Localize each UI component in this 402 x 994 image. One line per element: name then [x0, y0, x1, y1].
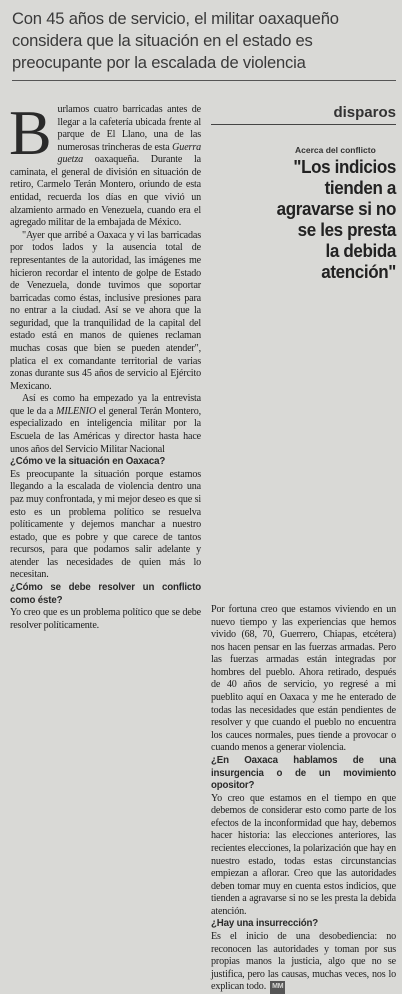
- pull-quote-kicker: Acerca del conflicto: [295, 145, 376, 155]
- interview-answer: Yo creo que es un problema político que se debe resolver políticamente.: [10, 607, 201, 631]
- article-column-left: [9, 97, 201, 632]
- deck-divider: [12, 80, 396, 81]
- interview-question: ¿Cómo ve la situación en Oaxaca?: [10, 456, 166, 468]
- paragraph: "Ayer que arribé a Oaxaca y vi las barricadas por todos lados y la ausencia total de representantes de la autoridad, las imágenes me hicieron recordar el intento de golpe de Estado de Venezuela, donde tuvimos que soportar barricadas como éstas, inclusive presiones para no entrar a la ciudad. Así se ve ahora que la seguridad, que la tranquilidad de la capital del estado está en manos de quienes reclaman muchas cosas que bien se pueden atender", platica el ex comandante territorial de varias zonas durante sus 45 años de servicio al Ejército Mexicano.: [10, 229, 201, 392]
- milenio-signature-mark: MM: [270, 981, 285, 994]
- interview-answer: Es preocupante la situación porque estamos llegando a la escalada de violencia dentro una paz muy confrontada, y mi mejor deseo es que si esto es un problema político se resuelva políticamente y dejemos manchar a nuestro estado, que es pobre y que carece de tantos recursos, para que podamos salir adelante y atender las necesidades de quien más lo necesitan.: [10, 468, 201, 581]
- headline-deck: [12, 8, 396, 74]
- drop-cap: B: [9, 97, 52, 168]
- interview-answer: Por fortuna creo que estamos viviendo en un nuevo tiempo y las experiencias que hemos vivido (68, 70, Guerrero, Chiapas, etcétera) nos hacen pensar en las fuerzas armadas. Pero las fuerzas armadas están integradas por hombres del pueblo. Ahora retirado, después de 40 años de servicio, yo regresé a mi pueblito aquí en Oaxaca y me he enterado de todas las necesidades que están pendientes de resolver y que cuando el pueblo no encuentra los cauces normales, pues tiende a provocar o cuando menos a generar violencia.: [211, 604, 396, 754]
- headline-line: considera que la situación en el estado es: [12, 31, 313, 50]
- article-column-right: [211, 604, 396, 994]
- interview-answer: Es el inicio de una desobediencia: no reconocen las autoridades y toman por sus propias manos la justicia, algo que no se justifica, pero las causas, muchas veces, nos lo explican todo. MM: [211, 931, 396, 993]
- paragraph: Burlamos cuatro barricadas antes de llegar a la cafetería ubicada frente al parque de El Llano, una de las numerosas trincheras de esta Guerra guetza oaxaqueña. Durante la caminata, el general de división en situación de retiro, Carmelo Terán Montero, oriundo de esta entidad, recuerda los días en que vivió un alzamiento armado en Venezuela, cuando era el agregado militar de la embajada de México.: [9, 97, 201, 229]
- headline-line: Con 45 años de servicio, el militar oaxaqueño: [12, 9, 339, 28]
- interview-question: ¿Cómo se debe resolver un conflicto como éste?: [10, 581, 201, 606]
- section-label: disparos: [333, 104, 396, 121]
- paragraph: Así es como ha empezado ya la entrevista que le da a MILENIO el general Terán Montero, especializado en inteligencia militar por la Escuela de las Américas y director hasta hace unos años del Servicio Militar Nacional: [10, 393, 201, 455]
- pull-quote: "Los indicios tienden a agravarse si no se les presta la debida atención": [276, 156, 396, 282]
- headline-line: preocupante por la escalada de violencia: [12, 53, 306, 72]
- interview-question: ¿En Oaxaca hablamos de una insurgencia o de un movimiento opositor?: [211, 754, 396, 792]
- sidebar-divider: [211, 124, 396, 125]
- interview-question: ¿Hay una insurrección?: [211, 918, 319, 930]
- interview-answer: Yo creo que estamos en el tiempo en que debemos de considerar esto como parte de los efectos de la inconformidad que hay, debemos hacer historia: las elecciones anteriores, las recientes elecciones, la polarización que hay en nuestro estado, todas estas circunstancias empiezan a aflorar. Creo que las autoridades deben tomar muy en cuenta estos indicios, que tienden a agravarse si no se les presta la debida atención.: [211, 792, 396, 917]
